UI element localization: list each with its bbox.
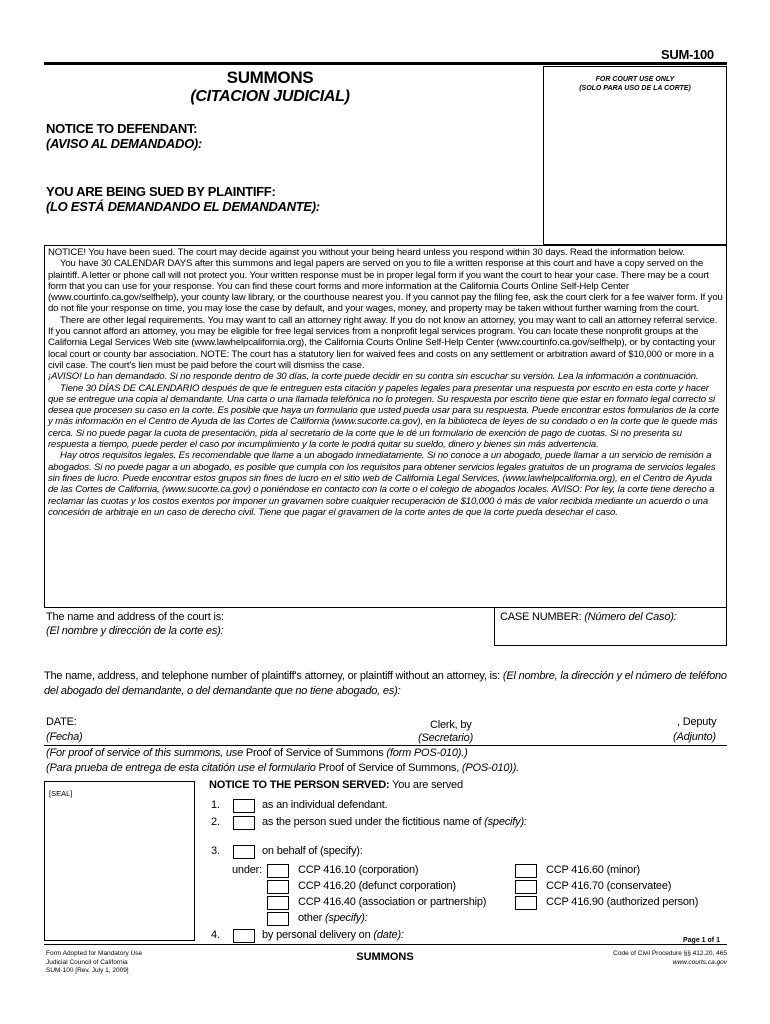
under-label: under: (232, 864, 262, 876)
court-use-box[interactable] (543, 66, 727, 245)
ccp-416-90-label: CCP 416.90 (authorized person) (546, 896, 699, 908)
other-checkbox[interactable] (267, 912, 289, 926)
page-subtitle: (CITACION JUDICIAL) (190, 88, 350, 105)
notice-text (48, 247, 724, 518)
court-label: The name and address of the court is: (46, 611, 224, 623)
footer-left: Form Adopted for Mandatory Use Judicial Council of California SUM-100 [Rev. July 1, 2009] (46, 950, 143, 974)
deputy-label-es: (Adjunto) (673, 731, 716, 743)
personal-delivery-checkbox[interactable] (233, 929, 255, 943)
defendant-field[interactable] (46, 152, 536, 180)
ccp-416-40-label: CCP 416.40 (association or partnership) (298, 896, 487, 908)
item4-label: by personal delivery on (date): (262, 929, 404, 941)
ccp-416-60-checkbox[interactable] (515, 864, 537, 878)
seal-label: [SEAL] (49, 789, 73, 798)
ccp-416-10-label: CCP 416.10 (corporation) (298, 864, 419, 876)
page-title: SUMMONS (226, 68, 314, 87)
attorney-label (44, 669, 734, 699)
date-label-es: (Fecha) (46, 731, 83, 743)
fictitious-name-field[interactable] (262, 830, 727, 842)
notice-p5: Tiene 30 DÍAS DE CALENDARIO después de que le entreguen esta citación y papeles legales para presentar una respuesta por escrito en esta corte y hacer que se entregue una copia al demandante. Una carta o una llamada telefónica no lo protegen. Su respuesta por escrito tiene que estar en formato legal correcto si desea que procesen su caso en la corte. Es posible que haya un formulario que usted pueda usar para su respuesta. Puede encontrar estos formularios de la corte y más información en el Centro de Ayuda de las Cortes de California (www.sucorte.ca.gov), en la biblioteca de leyes de su condado o en la corte que le quede más cerca. Si no puede pagar la cuota de presentación, pida al secretario de la corte que le dé un formulario de exención de pago de cuotas. Si no presenta su respuesta a tiempo, puede perder el caso por incumplimiento y la corte le podrá quitar su sueldo, dinero y bienes sin más advertencia. (48, 382, 720, 451)
plaintiff-field[interactable] (46, 215, 536, 243)
date-field[interactable] (90, 716, 420, 744)
delivery-date-field[interactable] (420, 928, 620, 942)
item4-num: 4. (211, 929, 220, 941)
ccp-416-70-label: CCP 416.70 (conservatee) (546, 880, 672, 892)
ccp-416-60-label: CCP 416.60 (minor) (546, 864, 641, 876)
defendant-label-es: (AVISO AL DEMANDADO): (46, 136, 202, 151)
ccp-416-70-checkbox[interactable] (515, 880, 537, 894)
attorney-label-en: The name, address, and telephone number of plaintiff's attorney, or plaintiff without an attorney, is: (44, 670, 501, 682)
other-label: other (specify): (298, 912, 368, 924)
notice-p4: ¡AVISO! Lo han demandado. Si no responde dentro de 30 días, la corte puede decidir en su contra sin escuchar su versión. Lea la información a continuación. (48, 371, 699, 383)
notice-p1: NOTICE! You have been sued. The court may decide against you without your being heard unless you respond within 30 days. Read the information below. (48, 247, 685, 258)
court-use-label-es: (SOLO PARA USO DE LA CORTE) (579, 85, 691, 92)
plaintiff-label-es: (LO ESTÁ DEMANDANDO EL DEMANDANTE): (46, 199, 320, 214)
ccp-416-20-checkbox[interactable] (267, 880, 289, 894)
date-rule (44, 745, 727, 746)
clerk-field[interactable] (480, 716, 670, 744)
attorney-field[interactable] (44, 700, 727, 714)
case-number-label-es: (Número del Caso): (584, 611, 677, 623)
ccp-416-20-label: CCP 416.20 (defunct corporation) (298, 880, 456, 892)
clerk-label-es: (Secretario) (418, 732, 474, 744)
ccp-416-90-checkbox[interactable] (515, 896, 537, 910)
deputy-label: , Deputy (677, 716, 717, 728)
item3-label: on behalf of (specify): (262, 845, 363, 857)
ccp-416-40-checkbox[interactable] (267, 896, 289, 910)
individual-checkbox[interactable] (233, 799, 255, 813)
served-heading: NOTICE TO THE PERSON SERVED: You are served (209, 779, 463, 791)
item1-label: as an individual defendant. (262, 799, 388, 811)
court-use-label: FOR COURT USE ONLY (595, 76, 675, 83)
proof-en: (For proof of service of this summons, use Proof of Service of Summons (form POS-010).) (46, 747, 468, 759)
date-label: DATE: (46, 716, 77, 728)
item3-num: 3. (211, 845, 220, 857)
item2-num: 2. (211, 816, 220, 828)
footer-title: SUMMONS (356, 951, 414, 963)
form-id: SUM-100 (661, 47, 714, 62)
seal-box (44, 781, 195, 941)
ccp-416-10-checkbox[interactable] (267, 864, 289, 878)
plaintiff-label: YOU ARE BEING SUED BY PLAINTIFF: (46, 184, 276, 199)
item2-label: as the person sued under the fictitious name of (specify): (262, 816, 527, 828)
court-label-es: (El nombre y dirección de la corte es): (46, 625, 224, 637)
top-rule (44, 62, 727, 65)
defendant-label: NOTICE TO DEFENDANT: (46, 121, 198, 136)
page-number: Page 1 of 1 (683, 937, 720, 944)
notice-p6: Hay otros requisitos legales. Es recomendable que llame a un abogado inmediatamente. Si no conoce a un abogado, puede llamar a un servicio de remisión a abogados. Si no puede pagar a un abogado, es posible que cumpla con los requisitos para obtener servicios legales gratuitos de un programa de servicios legales sin fines de lucro. Puede encontrar estos grupos sin fines de lucro en el sitio web de California Legal Services, (www.lawhelpcalifornia.org), en el Centro de Ayuda de las Cortes de California, (www.sucorte.ca.gov) o poniéndose en contacto con la corte o el colegio de abogados locales. AVISO: Por ley, la corte tiene derecho a reclamar las cuotas y los costos exentos por imponer un gravamen sobre cualquier recuperación de $10,000 ó más de valor recibida mediante un acuerdo o una concesión de arbitraje en un caso de derecho civil. Tiene que pagar el gravamen de la corte antes de que la corte pueda desechar el caso. (48, 450, 716, 518)
bottom-rule (44, 944, 727, 945)
item1-num: 1. (211, 799, 220, 811)
notice-p3: There are other legal requirements. You may want to call an attorney right away. If you do not know an attorney, you may want to call an attorney referral service. If you cannot afford an attorney, you may be eligible for free legal services from a nonprofit legal services program. You can locate these nonprofit groups at the California Legal Services Web site (www.lawhelpcalifornia.org), the California Courts Online Self-Help Center (www.courtinfo.ca.gov/selfhelp), or by contacting your local court or county bar association. NOTE: The court has a statutory lien for waived fees and costs on any settlement or arbitration award of $10,000 or more in a civil case. The court's lien must be paid before the court will dismiss the case. (48, 314, 718, 371)
case-number-label: CASE NUMBER: (500, 611, 582, 623)
on-behalf-checkbox[interactable] (233, 845, 255, 859)
notice-p2: You have 30 CALENDAR DAYS after this summons and legal papers are served on you to file a written response at this court and have a copy served on the plaintiff. A letter or phone call will not protect you. Your written response must be in proper legal form if you want the court to hear your case. There may be a court form that you can use for your response. You can find these court forms and more information at the California Courts Online Self-Help Center (www.courtinfo.ca.gov/selfhelp), your county law library, or the courthouse nearest you. If you cannot pay the filing fee, ask the court clerk for a fee waiver form. If you do not file your response on time, you may lose the case by default, and your wages, money, and property may be taken without further warning from the court. (48, 258, 723, 315)
fictitious-name-checkbox[interactable] (233, 816, 255, 830)
proof-es: (Para prueba de entrega de esta citatión use el formulario Proof of Service of Summons, (POS-010)). (46, 762, 520, 774)
footer-right: Code of Civil Procedure §§ 412.20, 465 www.courts.ca.gov (613, 950, 727, 966)
clerk-label: Clerk, by (430, 719, 472, 731)
attorney-label-es: (El nombre, la dirección y el número de teléfono del abogado del demandante, o del demandante que no tiene abogado, es): (44, 670, 727, 697)
